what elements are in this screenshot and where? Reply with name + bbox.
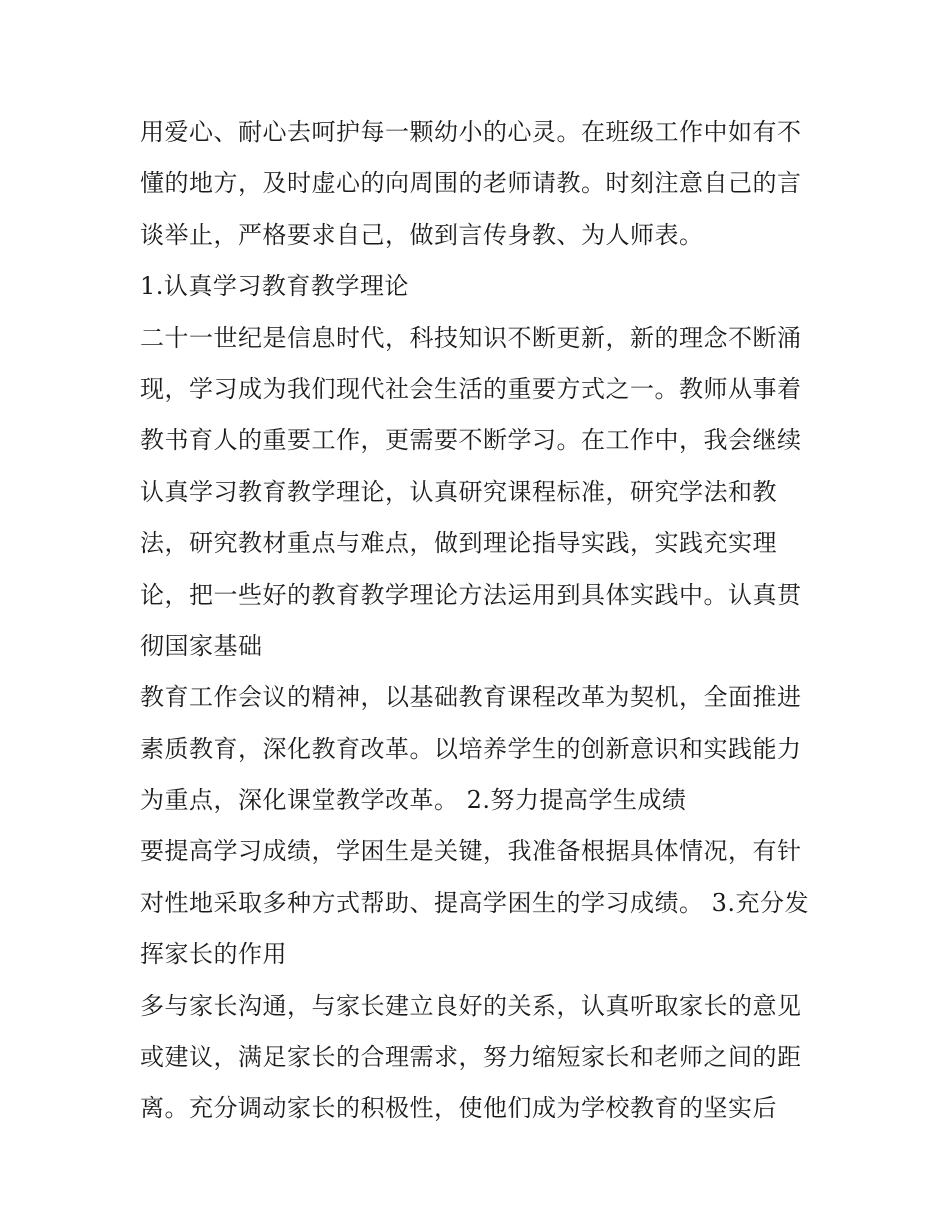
text-line: 或建议，满足家长的合理需求，努力缩短家长和老师之间的距 — [140, 1043, 802, 1072]
text-line: 二十一世纪是信息时代，科技知识不断更新，新的理念不断涌 — [140, 323, 802, 352]
text-line: 素质教育，深化教育改革。以培养学生的创新意识和实践能力 — [140, 734, 802, 763]
text-line: 要提高学习成绩，学困生是关键，我准备根据具体情况，有针 — [140, 837, 802, 866]
text-line: 认真学习教育教学理论，认真研究课程标准，研究学法和教 — [140, 477, 777, 506]
text-line: 懂的地方，及时虚心的向周围的老师请教。时刻注意自己的言 — [140, 169, 802, 198]
text-line: 论，把一些好的教育教学理论方法运用到具体实践中。认真贯 — [140, 580, 802, 609]
section-heading: 1.认真学习教育教学理论 — [140, 272, 409, 301]
text-line: 法，研究教材重点与难点，做到理论指导实践，实践充实理 — [140, 529, 777, 558]
text-line: 挥家长的作用 — [140, 940, 287, 969]
text-line: 教育工作会议的精神，以基础教育课程改革为契机，全面推进 — [140, 683, 802, 712]
text-line: 用爱心、耐心去呵护每一颗幼小的心灵。在班级工作中如有不 — [140, 118, 802, 146]
text-line: 现，学习成为我们现代社会生活的重要方式之一。教师从事着 — [140, 374, 802, 403]
text-line: 教书育人的重要工作，更需要不断学习。在工作中，我会继续 — [140, 426, 802, 455]
text-line: 彻国家基础 — [140, 631, 263, 660]
text-line: 多与家长沟通，与家长建立良好的关系，认真听取家长的意见 — [140, 991, 802, 1020]
text-line: 谈举止，严格要求自己，做到言传身教、为人师表。 — [140, 220, 704, 249]
text-line: 对性地采取多种方式帮助、提高学困生的学习成绩。 3.充分发 — [140, 888, 810, 917]
document-body — [140, 107, 820, 1135]
text-line: 离。充分调动家长的积极性，使他们成为学校教育的坚实后 — [140, 1094, 777, 1123]
text-line: 为重点，深化课堂教学改革。 2.努力提高学生成绩 — [140, 786, 687, 815]
